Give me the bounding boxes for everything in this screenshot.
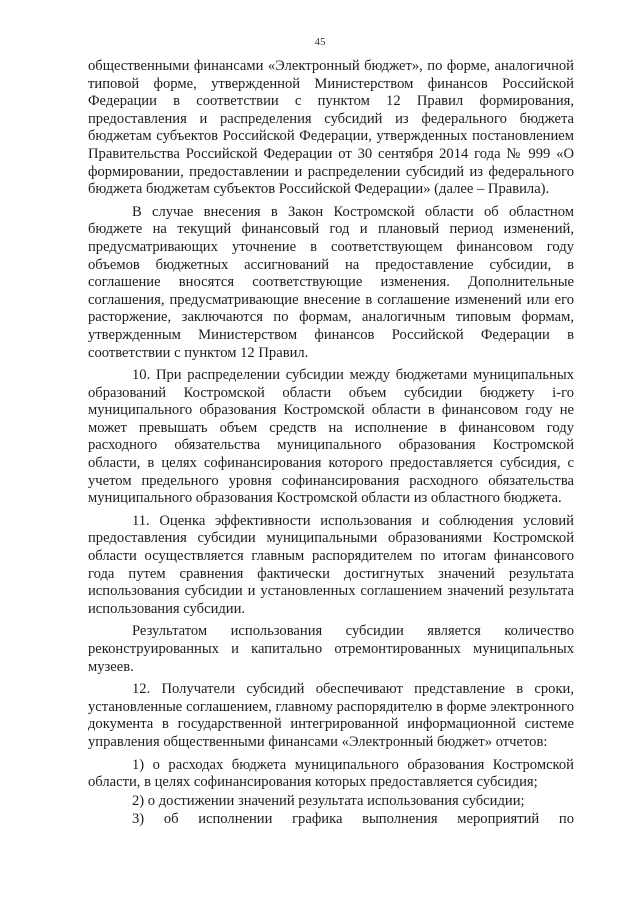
paragraph-continuation: общественными финансами «Электронный бюджет», по форме, аналогичной типовой форме, утвержденной Министерством финансов Российской Федерации в соответствии с пунктом 12 Правил формирования, предоставления и распределения субсидий из федерального бюджета бюджетам субъектов Российской Федерации, утвержденных постановлением Правительства Российской Федерации от 30 сентября 2014 года № 999 «О формировании, предоставлении и распределении субсидий из федерального бюджета бюджетам субъектов Российской Федерации» (далее – Правила). xyxy=(88,58,574,198)
paragraph-10: 10. При распределении субсидии между бюджетами муниципальных образований Костромской области объем субсидии бюджету i-го муниципального образования Костромской области в финансовом году не может превышать объем средств на исполнение в финансовом году расходного обязательства муниципального образования Костромской области, в целях софинансирования которого предоставляется субсидия, с учетом предельного уровня софинансирования расходного обязательства муниципального образования Костромской области из областного бюджета. xyxy=(88,367,574,507)
paragraph-amendments: В случае внесения в Закон Костромской области об областном бюджете на текущий финансовый год и плановый период изменений, предусматривающих уточнение в соответствующем финансовом году объемов бюджетных ассигнований на предоставление субсидии, в соглашение вносятся соответствующие изменения. Дополнительные соглашения, предусматривающие внесение в соглашение изменений или его расторжение, заключаются по формам, аналогичным типовым формам, утвержденным Министерством финансов Российской Федерации в соответствии с пунктом 12 Правил. xyxy=(88,203,574,361)
paragraph-result: Результатом использования субсидии является количество реконструированных и капитально отремонтированных муниципальных музеев. xyxy=(88,623,574,675)
list-item-3: 3) об исполнении графика выполнения мероприятий по xyxy=(132,811,574,828)
paragraph-12: 12. Получатели субсидий обеспечивают представление в сроки, установленные соглашением, главному распорядителю в форме электронного документа в государственной интегрированной информационной системе управления общественными финансами «Электронный бюджет» отчетов: xyxy=(88,681,574,750)
document-body xyxy=(88,58,574,830)
list-item-1: 1) о расходах бюджета муниципального образования Костромской области, в целях софинансирования которых предоставляется субсидия; xyxy=(88,756,574,791)
list-item-2: 2) о достижении значений результата использования субсидии; xyxy=(132,792,525,809)
paragraph-11: 11. Оценка эффективности использования и соблюдения условий предоставления субсидии муниципальными образованиями Костромской области осуществляется главным распорядителем по итогам финансового года путем сравнения фактически достигнутых значений результата использования субсидии и установленных соглашением значений результата использования субсидии. xyxy=(88,512,574,617)
page-number: 45 xyxy=(314,36,326,48)
